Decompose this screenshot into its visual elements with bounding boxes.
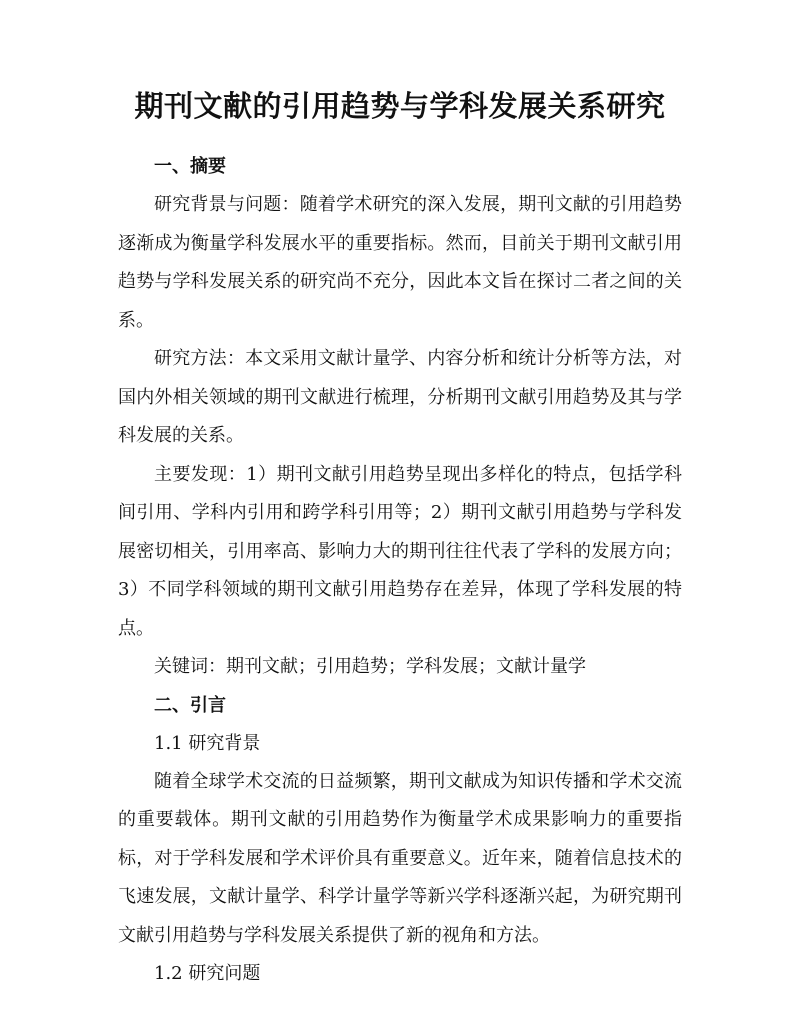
abstract-background-paragraph: 研究背景与问题：随着学术研究的深入发展，期刊文献的引用趋势逐渐成为衡量学科发展水平的重要指标。然而，目前关于期刊文献引用趋势与学科发展关系的研究尚不充分，因此本文旨在探讨二者之间的关系。 [118, 194, 682, 331]
subsection-heading-question: 1.2 研究问题 [154, 963, 261, 985]
document-title: 期刊文献的引用趋势与学科发展关系研究 [134, 89, 666, 123]
abstract-findings-paragraph: 主要发现：1）期刊文献引用趋势呈现出多样化的特点，包括学科间引用、学科内引用和跨学科引用等；2）期刊文献引用趋势与学科发展密切相关，引用率高、影响力大的期刊往往代表了学科的发展方向；3）不同学科领域的期刊文献引用趋势存在差异，体现了学科发展的特点。 [118, 463, 682, 639]
abstract-keywords-paragraph: 关键词：期刊文献；引用趋势；学科发展；文献计量学 [154, 656, 586, 678]
subsection-heading-background: 1.1 研究背景 [154, 732, 261, 754]
section-heading-abstract: 一、摘要 [154, 156, 226, 178]
section-heading-intro: 二、引言 [154, 694, 226, 716]
abstract-methods-paragraph: 研究方法：本文采用文献计量学、内容分析和统计分析等方法，对国内外相关领域的期刊文献进行梳理，分析期刊文献引用趋势及其与学科发展的关系。 [118, 348, 682, 447]
intro-background-paragraph: 随着全球学术交流的日益频繁，期刊文献成为知识传播和学术交流的重要载体。期刊文献的引用趋势作为衡量学术成果影响力的重要指标，对于学科发展和学术评价具有重要意义。近年来，随着信息技术的飞速发展，文献计量学、科学计量学等新兴学科逐渐兴起，为研究期刊文献引用趋势与学科发展关系提供了新的视角和方法。 [118, 770, 682, 946]
